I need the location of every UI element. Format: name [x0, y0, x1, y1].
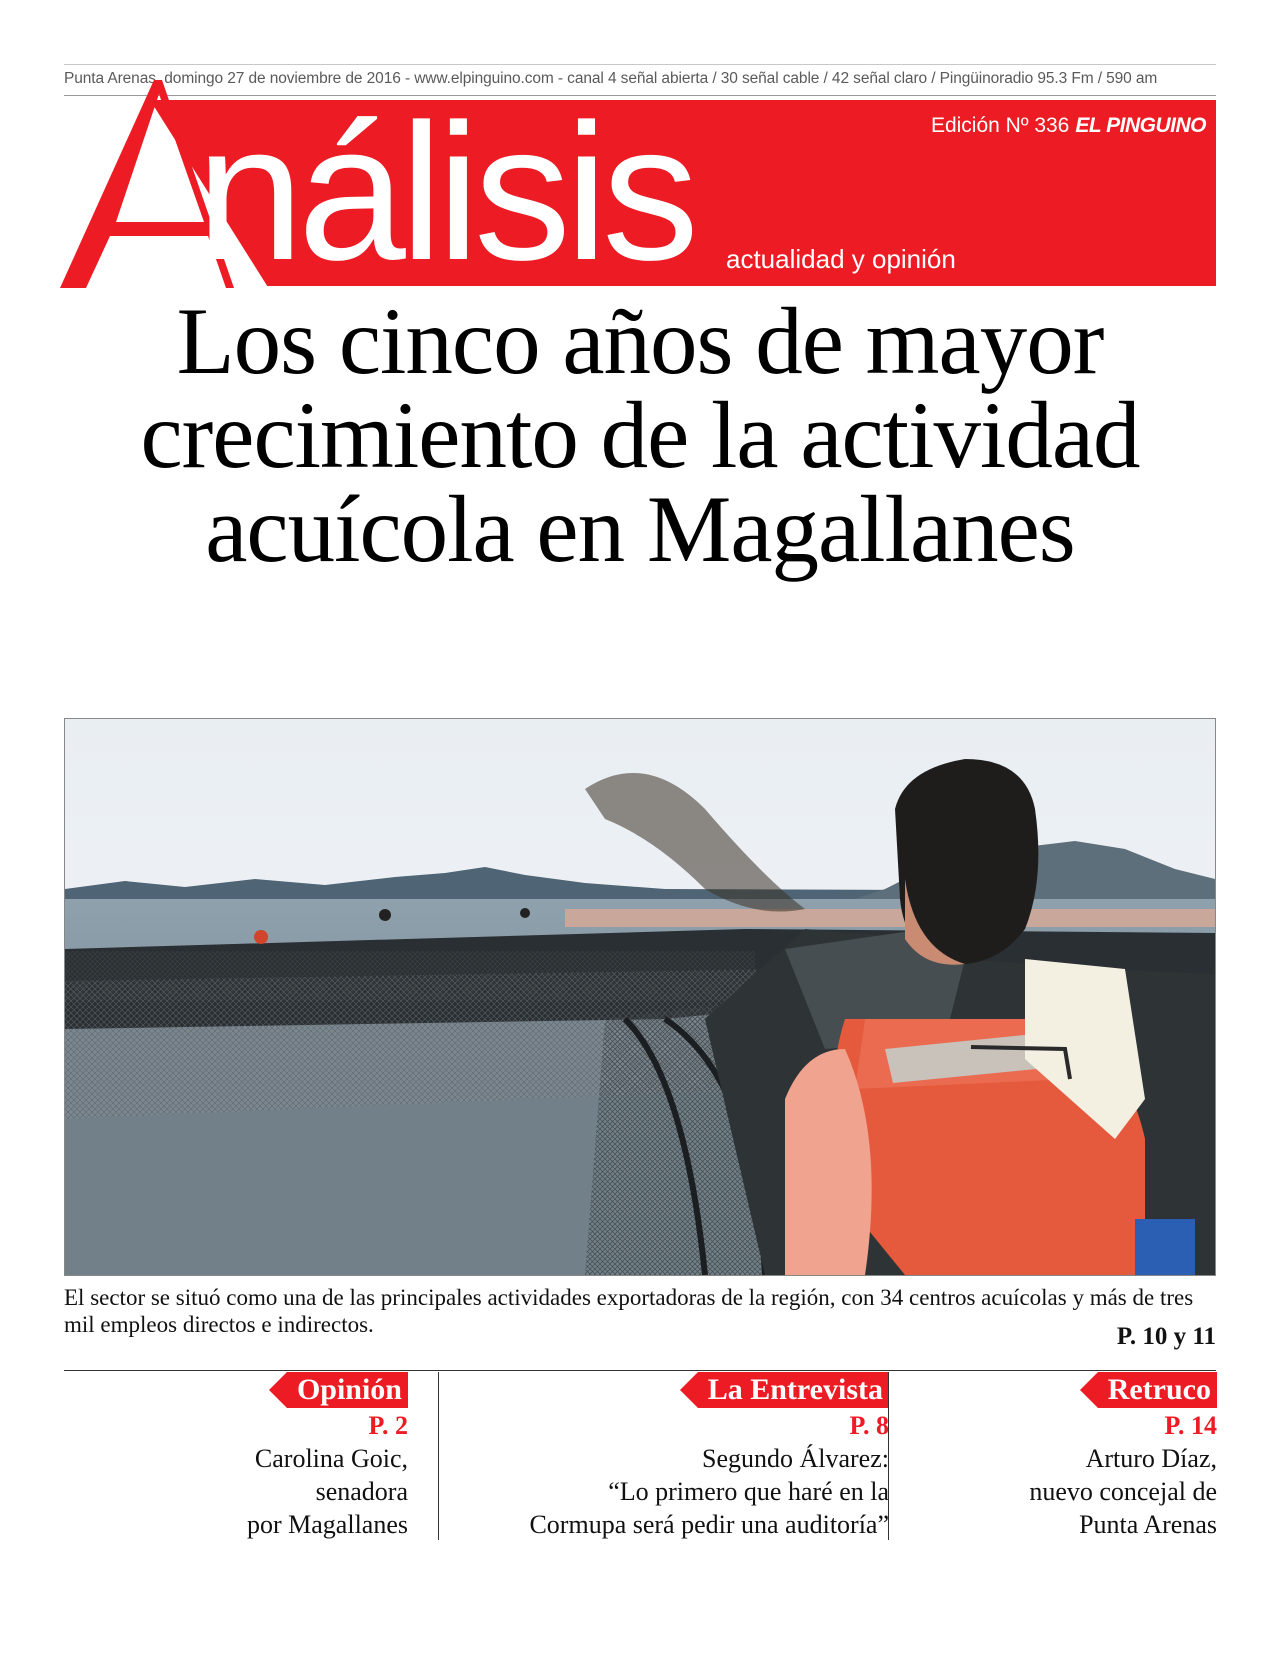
edition-line: [800, 114, 1206, 138]
section-teaser: Carolina Goic, senadora por Magallanes: [246, 1444, 408, 1539]
sections-divider: [64, 1370, 1216, 1371]
main-headline: Los cinco años de mayor crecimiento de la actividad acuícola en Magallanes: [140, 288, 1140, 582]
section-page: P. 2: [368, 1411, 408, 1440]
section-entrevista: [438, 1372, 889, 1540]
dateline-text: Punta Arenas, domingo 27 de noviembre de 2016 - www.elpinguino.com - canal 4 señal abierta / 30 señal cable / 42 señal claro / Pingüinoradio 95.3 Fm / 590 am: [64, 70, 1158, 87]
section-retruco: [888, 1372, 1217, 1540]
photo-aquaculture-scene: [65, 719, 1215, 1275]
section-opinion: [64, 1372, 408, 1540]
caption-page-reference: P. 10 y 11: [1116, 1323, 1216, 1350]
section-teaser: Arturo Díaz, nuevo concejal de Punta Arenas: [1029, 1444, 1217, 1539]
brand-name: EL PINGUINO: [1075, 114, 1206, 137]
section-page: P. 14: [1164, 1411, 1217, 1440]
section-page: P. 8: [849, 1411, 889, 1440]
section-label: Retruco: [1098, 1372, 1217, 1408]
section-teaser: Segundo Álvarez: “Lo primero que haré en la Cormupa será pedir una auditoría”: [529, 1444, 889, 1539]
section-label: La Entrevista: [698, 1372, 889, 1408]
section-label: Opinión: [287, 1372, 408, 1408]
tagline: actualidad y opinión: [726, 244, 956, 274]
logo-wordmark: nálisis: [196, 84, 694, 301]
edition-number: Edición Nº 336: [930, 114, 1070, 137]
lead-photo: [64, 718, 1216, 1276]
photo-caption: El sector se situó como una de las principales actividades exportadoras de la región, con 34 centros acuícolas y más de tres mil empleos directos e indirectos.: [64, 1285, 1194, 1337]
